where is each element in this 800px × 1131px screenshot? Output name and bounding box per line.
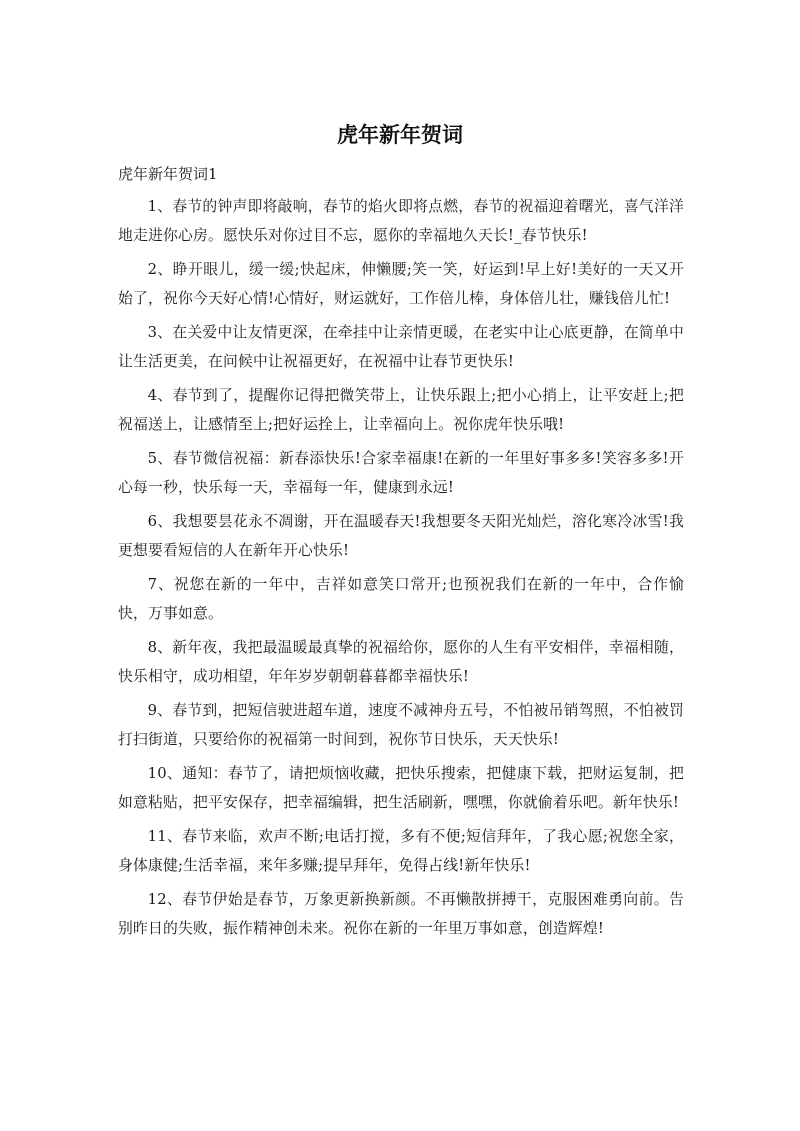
document-body [118, 193, 684, 949]
paragraph: 4、春节到了，提醒你记得把微笑带上，让快乐跟上;把小心捎上，让平安赶上;把祝福送上，让感情至上;把好运拴上，让幸福向上。祝你虎年快乐哦! [118, 387, 684, 433]
paragraph: 6、我想要昙花永不凋谢，开在温暖春天!我想要冬天阳光灿烂，溶化寒冷冰雪!我更想要看短信的人在新年开心快乐! [118, 513, 684, 559]
paragraph: 3、在关爱中让友情更深，在牵挂中让亲情更暖，在老实中让心底更静，在简单中让生活更美，在问候中让祝福更好，在祝福中让春节更快乐! [118, 324, 684, 370]
paragraph: 7、祝您在新的一年中，吉祥如意笑口常开;也预祝我们在新的一年中，合作愉快，万事如意。 [118, 576, 684, 622]
paragraph: 1、春节的钟声即将敲响，春节的焰火即将点燃，春节的祝福迎着曙光，喜气洋洋地走进你心房。愿快乐对你过目不忘，愿你的幸福地久天长!_春节快乐! [118, 198, 684, 244]
document-title: 虎年新年贺词 [337, 123, 463, 147]
paragraph: 11、春节来临，欢声不断;电话打搅，多有不便;短信拜年，了我心愿;祝您全家，身体康健;生活幸福，来年多赚;提早拜年，免得占线!新年快乐! [118, 828, 684, 874]
paragraph: 9、春节到，把短信驶进超车道，速度不减神舟五号，不怕被吊销驾照，不怕被罚打扫街道，只要给你的祝福第一时间到，祝你节日快乐，天天快乐! [118, 702, 684, 748]
paragraph: 12、春节伊始是春节，万象更新换新颜。不再懒散拼搏干，克服困难勇向前。告别昨日的失败，振作精神创未来。祝你在新的一年里万事如意，创造辉煌! [118, 891, 684, 937]
paragraph: 5、春节微信祝福：新春添快乐!合家幸福康!在新的一年里好事多多!笑容多多!开心每一秒，快乐每一天，幸福每一年，健康到永远! [118, 450, 684, 496]
paragraph: 2、睁开眼儿，缓一缓;快起床，伸懒腰;笑一笑，好运到!早上好!美好的一天又开始了，祝你今天好心情!心情好，财运就好，工作倍儿棒，身体倍儿壮，赚钱倍儿忙! [118, 261, 684, 307]
paragraph: 8、新年夜，我把最温暖最真挚的祝福给你，愿你的人生有平安相伴，幸福相随，快乐相守，成功相望，年年岁岁朝朝暮暮都幸福快乐! [118, 639, 684, 685]
section-subtitle: 虎年新年贺词1 [118, 165, 218, 183]
paragraph: 10、通知：春节了，请把烦恼收藏，把快乐搜索，把健康下载，把财运复制，把如意粘贴，把平安保存，把幸福编辑，把生活刷新，嘿嘿，你就偷着乐吧。新年快乐! [118, 765, 684, 811]
